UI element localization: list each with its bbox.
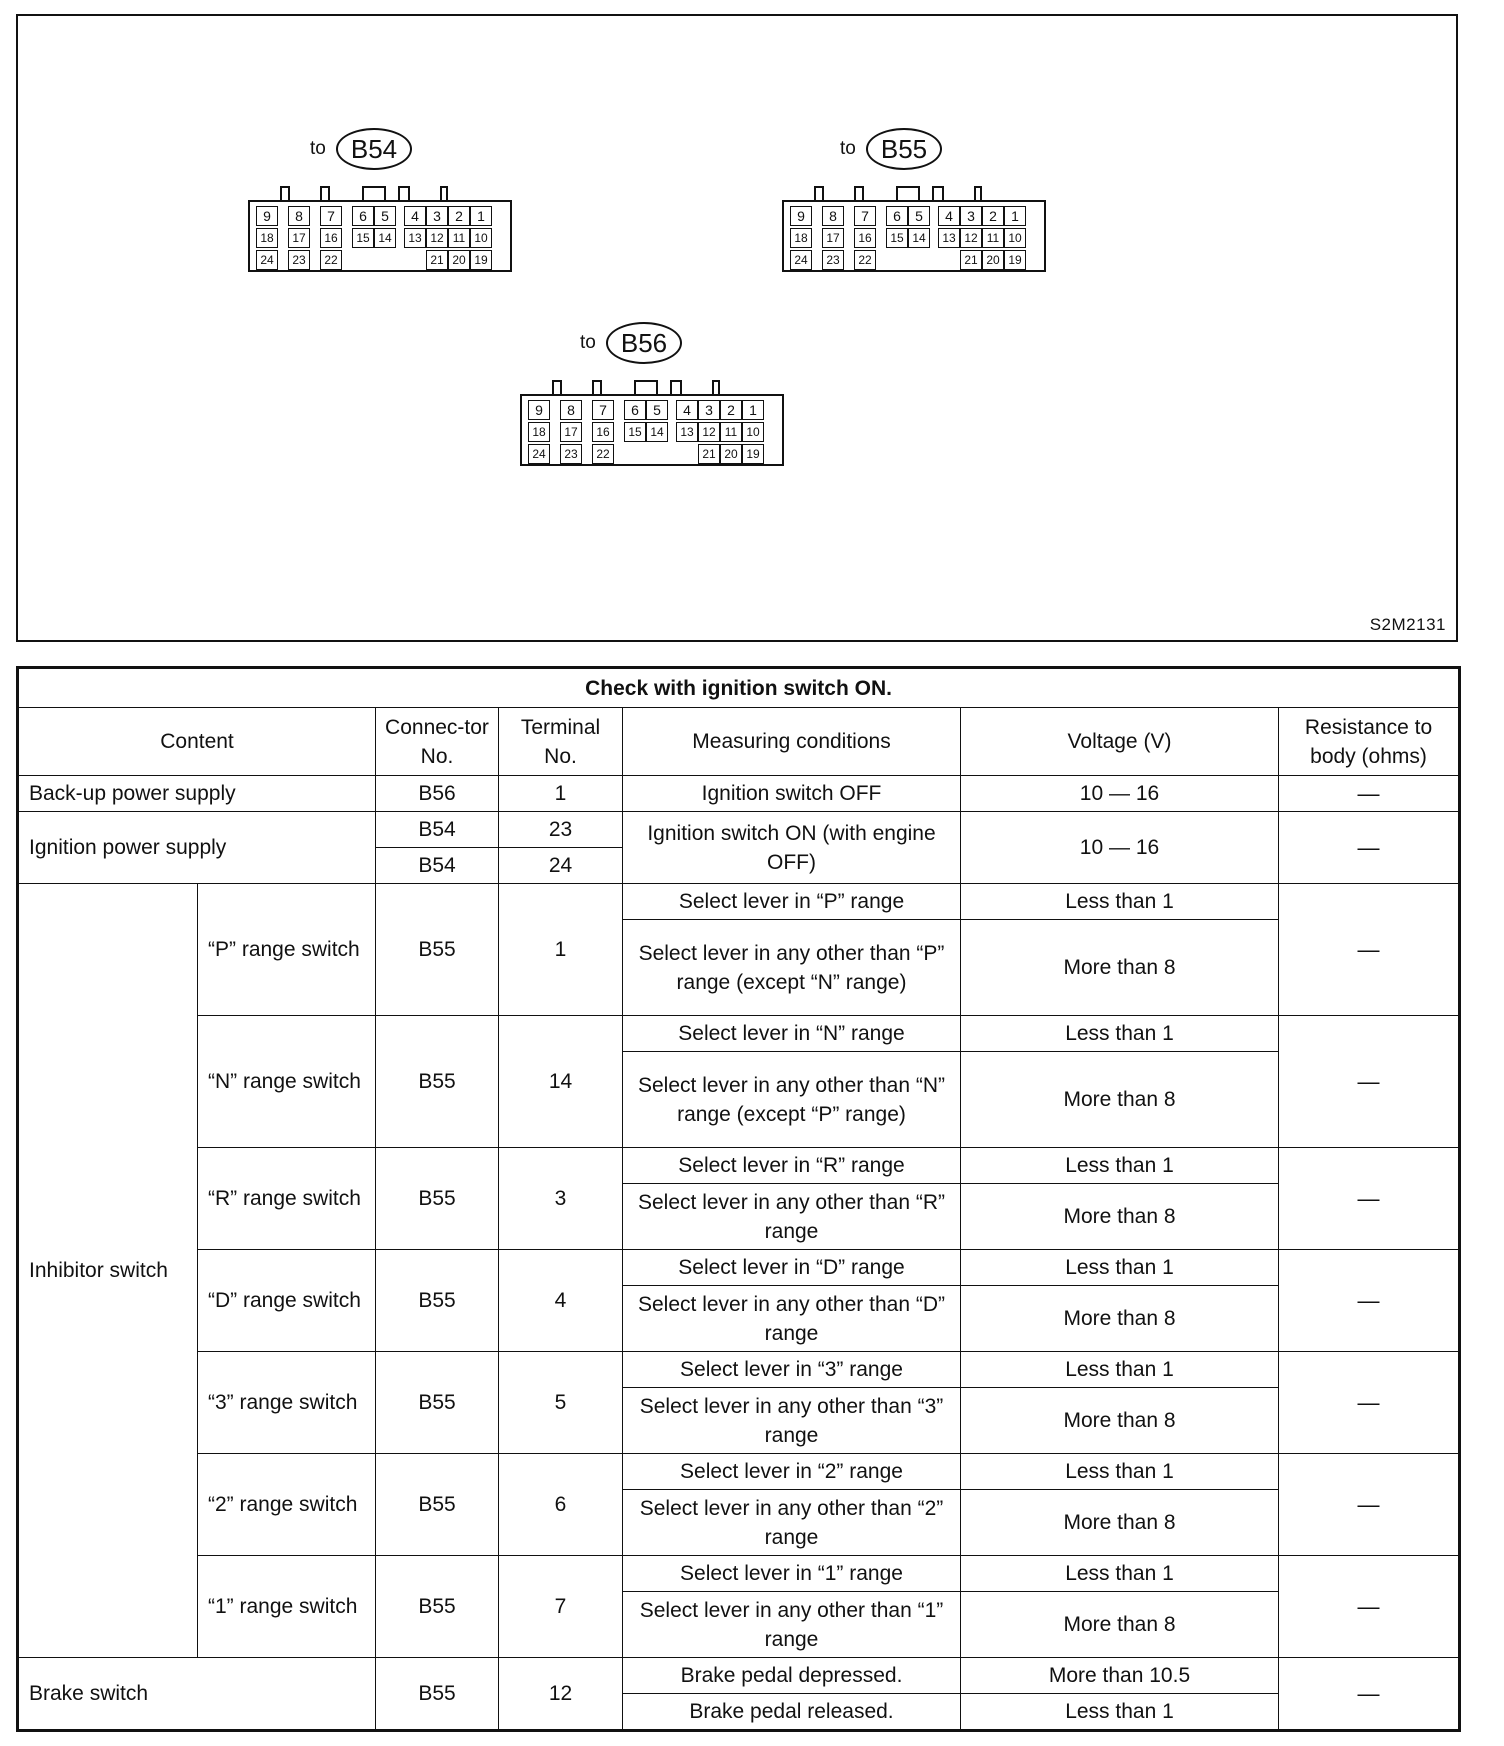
terminal-pin: 11 (720, 422, 742, 442)
terminal-pin: 5 (646, 400, 668, 420)
backup-connector: B56 (376, 776, 499, 812)
terminal-pin: 23 (288, 250, 310, 270)
range-terminal: 5 (499, 1352, 623, 1454)
backup-condition: Ignition switch OFF (623, 776, 961, 812)
connector-b54 (248, 186, 512, 272)
range-sub-label: “3” range switch (198, 1352, 376, 1454)
range-connector: B55 (376, 884, 499, 1016)
connector-housing (782, 200, 1046, 272)
range-terminal: 7 (499, 1556, 623, 1658)
range-voltage-in: Less than 1 (961, 1250, 1279, 1286)
range-sub-label: “N” range switch (198, 1016, 376, 1148)
range-connector: B55 (376, 1352, 499, 1454)
range-voltage-in: Less than 1 (961, 1352, 1279, 1388)
terminal-pin: 10 (742, 422, 764, 442)
terminal-pin: 15 (886, 228, 908, 248)
range-condition-other: Select lever in any other than “1” range (623, 1592, 961, 1658)
terminal-pin: 8 (288, 206, 310, 226)
table-title: Check with ignition switch ON. (18, 668, 1460, 708)
header-content: Content (18, 708, 376, 776)
ignition-connector-2: B54 (376, 848, 499, 884)
terminal-pin: 6 (352, 206, 374, 226)
range-condition-in: Select lever in “R” range (623, 1148, 961, 1184)
terminal-pin: 21 (426, 250, 448, 270)
connector-name-b55: B55 (866, 128, 942, 170)
terminal-pin: 6 (886, 206, 908, 226)
terminal-pin: 3 (960, 206, 982, 226)
header-terminal: Terminal No. (499, 708, 623, 776)
range-voltage-in: Less than 1 (961, 1148, 1279, 1184)
range-resistance: — (1279, 1148, 1460, 1250)
terminal-pin: 4 (938, 206, 960, 226)
terminal-pin: 12 (698, 422, 720, 442)
brake-voltage-released: Less than 1 (961, 1694, 1279, 1731)
terminal-pin: 5 (908, 206, 930, 226)
range-terminal: 3 (499, 1148, 623, 1250)
terminal-pin: 2 (448, 206, 470, 226)
terminal-pin: 10 (1004, 228, 1026, 248)
connector-diagram (16, 14, 1458, 642)
ignition-content: Ignition power supply (18, 812, 376, 884)
range-condition-in: Select lever in “3” range (623, 1352, 961, 1388)
terminal-pin: 19 (1004, 250, 1026, 270)
terminal-pin: 5 (374, 206, 396, 226)
terminal-pin: 21 (698, 444, 720, 464)
range-condition-other: Select lever in any other than “P” range (except “N” range) (623, 920, 961, 1016)
terminal-pin: 18 (256, 228, 278, 248)
ignition-voltage: 10 — 16 (961, 812, 1279, 884)
terminal-pin: 4 (404, 206, 426, 226)
range-sub-label: “1” range switch (198, 1556, 376, 1658)
backup-terminal: 1 (499, 776, 623, 812)
terminal-pin: 3 (698, 400, 720, 420)
connector-b55 (782, 186, 1046, 272)
terminal-pin: 1 (470, 206, 492, 226)
range-terminal: 14 (499, 1016, 623, 1148)
range-resistance: — (1279, 1556, 1460, 1658)
range-condition-in: Select lever in “D” range (623, 1250, 961, 1286)
terminal-pin: 13 (404, 228, 426, 248)
terminal-pin: 13 (938, 228, 960, 248)
range-condition-other: Select lever in any other than “3” range (623, 1388, 961, 1454)
range-voltage-other: More than 8 (961, 920, 1279, 1016)
terminal-pin: 14 (908, 228, 930, 248)
range-condition-other: Select lever in any other than “D” range (623, 1286, 961, 1352)
terminal-pin: 7 (320, 206, 342, 226)
terminal-pin: 24 (790, 250, 812, 270)
header-connector: Connec-tor No. (376, 708, 499, 776)
range-resistance: — (1279, 1250, 1460, 1352)
terminal-pin: 2 (720, 400, 742, 420)
terminal-pin: 1 (1004, 206, 1026, 226)
terminal-pin: 23 (560, 444, 582, 464)
connector-label-b54: to B54 (310, 128, 412, 170)
terminal-pin: 14 (646, 422, 668, 442)
range-condition-in: Select lever in “N” range (623, 1016, 961, 1052)
range-condition-other: Select lever in any other than “2” range (623, 1490, 961, 1556)
brake-content: Brake switch (18, 1658, 376, 1731)
ignition-connector-1: B54 (376, 812, 499, 848)
range-condition-in: Select lever in “1” range (623, 1556, 961, 1592)
terminal-pin: 10 (470, 228, 492, 248)
terminal-pin: 18 (790, 228, 812, 248)
terminal-pin: 9 (790, 206, 812, 226)
range-resistance: — (1279, 884, 1460, 1016)
backup-resistance: — (1279, 776, 1460, 812)
range-sub-label: “P” range switch (198, 884, 376, 1016)
terminal-pin: 15 (352, 228, 374, 248)
range-voltage-in: Less than 1 (961, 1016, 1279, 1052)
terminal-pin: 16 (592, 422, 614, 442)
terminal-pin: 9 (528, 400, 550, 420)
range-voltage-other: More than 8 (961, 1184, 1279, 1250)
range-connector: B55 (376, 1556, 499, 1658)
terminal-pin: 7 (592, 400, 614, 420)
terminal-pin: 20 (720, 444, 742, 464)
range-voltage-other: More than 8 (961, 1490, 1279, 1556)
connector-name-b56: B56 (606, 322, 682, 364)
terminal-pin: 14 (374, 228, 396, 248)
connector-label-b55: to B55 (840, 128, 942, 170)
range-condition-in: Select lever in “2” range (623, 1454, 961, 1490)
range-resistance: — (1279, 1454, 1460, 1556)
terminal-pin: 23 (822, 250, 844, 270)
range-resistance: — (1279, 1016, 1460, 1148)
terminal-pin: 18 (528, 422, 550, 442)
terminal-pin: 4 (676, 400, 698, 420)
terminal-pin: 20 (982, 250, 1004, 270)
backup-content: Back-up power supply (18, 776, 376, 812)
terminal-pin: 2 (982, 206, 1004, 226)
range-terminal: 4 (499, 1250, 623, 1352)
connector-name-b54: B54 (336, 128, 412, 170)
connector-housing (248, 200, 512, 272)
ignition-condition: Ignition switch ON (with engine OFF) (623, 812, 961, 884)
brake-terminal: 12 (499, 1658, 623, 1731)
terminal-pin: 22 (592, 444, 614, 464)
terminal-pin: 3 (426, 206, 448, 226)
terminal-pin: 17 (822, 228, 844, 248)
range-connector: B55 (376, 1016, 499, 1148)
brake-voltage-depressed: More than 10.5 (961, 1658, 1279, 1694)
check-table (16, 666, 1461, 1732)
range-sub-label: “R” range switch (198, 1148, 376, 1250)
terminal-pin: 13 (676, 422, 698, 442)
range-connector: B55 (376, 1454, 499, 1556)
terminal-pin: 7 (854, 206, 876, 226)
range-voltage-in: Less than 1 (961, 1556, 1279, 1592)
brake-connector: B55 (376, 1658, 499, 1731)
header-conditions: Measuring conditions (623, 708, 961, 776)
ignition-resistance: — (1279, 812, 1460, 884)
inhibitor-label: Inhibitor switch (18, 884, 198, 1658)
ignition-terminal-2: 24 (499, 848, 623, 884)
brake-resistance: — (1279, 1658, 1460, 1731)
header-resistance: Resistance to body (ohms) (1279, 708, 1460, 776)
terminal-pin: 12 (960, 228, 982, 248)
range-connector: B55 (376, 1148, 499, 1250)
range-resistance: — (1279, 1352, 1460, 1454)
range-voltage-in: Less than 1 (961, 884, 1279, 920)
range-sub-label: “2” range switch (198, 1454, 376, 1556)
brake-condition-released: Brake pedal released. (623, 1694, 961, 1731)
terminal-pin: 1 (742, 400, 764, 420)
terminal-pin: 20 (448, 250, 470, 270)
terminal-pin: 17 (560, 422, 582, 442)
connector-housing (520, 394, 784, 466)
terminal-pin: 11 (448, 228, 470, 248)
header-voltage: Voltage (V) (961, 708, 1279, 776)
terminal-pin: 19 (470, 250, 492, 270)
terminal-pin: 15 (624, 422, 646, 442)
range-terminal: 6 (499, 1454, 623, 1556)
terminal-pin: 11 (982, 228, 1004, 248)
backup-voltage: 10 — 16 (961, 776, 1279, 812)
range-condition-other: Select lever in any other than “N” range (except “P” range) (623, 1052, 961, 1148)
terminal-pin: 16 (854, 228, 876, 248)
terminal-pin: 24 (528, 444, 550, 464)
connector-b56 (520, 380, 784, 466)
range-voltage-in: Less than 1 (961, 1454, 1279, 1490)
terminal-pin: 9 (256, 206, 278, 226)
range-voltage-other: More than 8 (961, 1592, 1279, 1658)
terminal-pin: 8 (822, 206, 844, 226)
terminal-pin: 22 (320, 250, 342, 270)
terminal-pin: 8 (560, 400, 582, 420)
terminal-pin: 21 (960, 250, 982, 270)
terminal-pin: 24 (256, 250, 278, 270)
range-voltage-other: More than 8 (961, 1052, 1279, 1148)
figure-id: S2M2131 (1369, 615, 1446, 634)
range-connector: B55 (376, 1250, 499, 1352)
brake-condition-depressed: Brake pedal depressed. (623, 1658, 961, 1694)
connector-label-b56: to B56 (580, 322, 682, 364)
range-condition-other: Select lever in any other than “R” range (623, 1184, 961, 1250)
terminal-pin: 17 (288, 228, 310, 248)
range-voltage-other: More than 8 (961, 1388, 1279, 1454)
range-terminal: 1 (499, 884, 623, 1016)
terminal-pin: 19 (742, 444, 764, 464)
range-sub-label: “D” range switch (198, 1250, 376, 1352)
terminal-pin: 6 (624, 400, 646, 420)
terminal-pin: 22 (854, 250, 876, 270)
range-voltage-other: More than 8 (961, 1286, 1279, 1352)
terminal-pin: 16 (320, 228, 342, 248)
range-condition-in: Select lever in “P” range (623, 884, 961, 920)
ignition-terminal-1: 23 (499, 812, 623, 848)
terminal-pin: 12 (426, 228, 448, 248)
